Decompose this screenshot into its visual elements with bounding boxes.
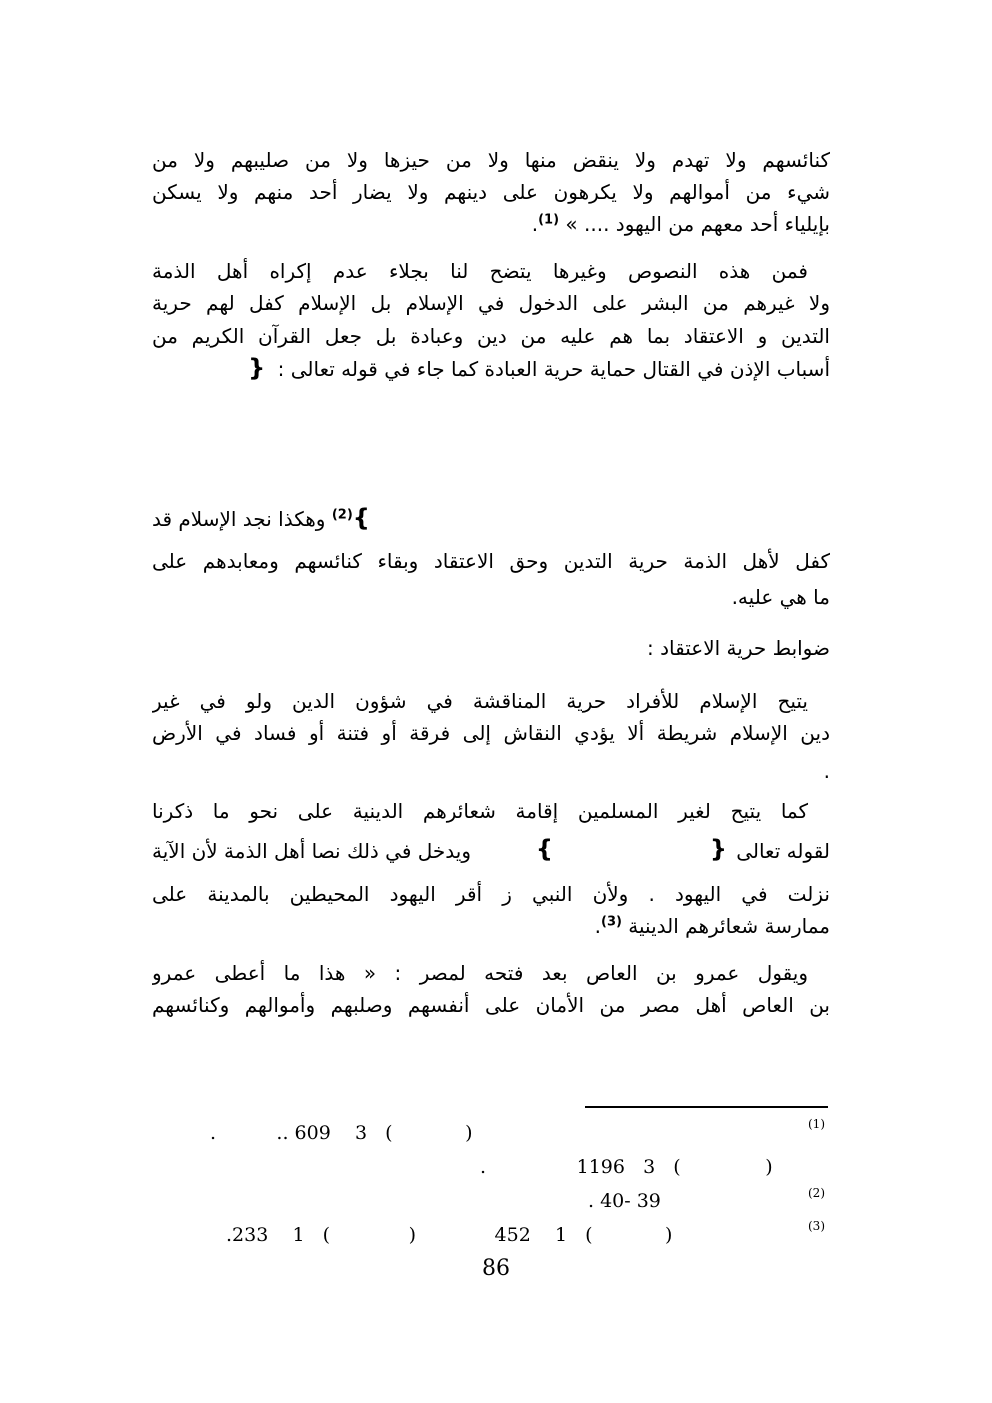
body-line: كفل لأهل الذمة حرية التدين وحق الاعتقاد وبقاء كنائسهم ومعابدهم على xyxy=(152,549,830,573)
page-number: 86 xyxy=(482,1256,510,1281)
body-line: أسباب الإذن في القتال حماية حرية العبادة كما جاء في قوله تعالى : { xyxy=(248,354,830,382)
footnote-ref: (3) xyxy=(600,914,622,930)
footnote-number: (2) xyxy=(808,1186,825,1200)
footnote-line: .233 1 ( ) 452 1 ( ) xyxy=(226,1224,673,1246)
body-line: شيء من أموالهم ولا يكرهون على دينهم ولا يضار أحد منهم ولا يسكن xyxy=(152,180,830,204)
body-line: بن العاص أهل مصر من الأمان على أنفسهم وصلبهم وأموالهم وكنائسهم xyxy=(152,993,830,1017)
section-heading: ضوابط حرية الاعتقاد : xyxy=(647,636,830,660)
body-line: ويقول عمرو بن العاص بعد فتحه لمصر : « هذا ما أعطى عمرو xyxy=(152,961,808,985)
footnote-line: . 40- 39 xyxy=(588,1190,661,1212)
quran-brace-close: } xyxy=(352,504,370,532)
body-line: . xyxy=(823,759,830,783)
body-line: ممارسة شعائرهم الدينية $^{(3)}$. xyxy=(594,914,830,938)
body-line: كنائسهم ولا تهدم ولا ينقض منها ولا من حيزها ولا من صليبهم ولا من xyxy=(152,148,830,172)
footnote-ref: (1) xyxy=(538,212,560,228)
quran-brace-open: { xyxy=(709,836,727,863)
body-line: نزلت في اليهود . ولأن النبي ز أقر اليهود المحيطين بالمدينة على xyxy=(152,882,830,906)
body-line: يتيح الإسلام للأفراد حرية المناقشة في شؤون الدين ولو في غير xyxy=(152,689,808,713)
footnote-ref: (2) xyxy=(331,507,353,523)
body-line: التدين و الاعتقاد بما هم عليه من دين وعبادة بل جعل القرآن الكريم من xyxy=(152,324,830,348)
body-line: ولا غيرهم من البشر على الدخول في الإسلام بل الإسلام كفل لهم حرية xyxy=(152,291,830,315)
body-line: فمن هذه النصوص وغيرها يتضح لنا بجلاء عدم إكراه أهل الذمة xyxy=(152,259,808,283)
body-line: دين الإسلام شريطة ألا يؤدي النقاش إلى فرقة أو فتنة أو فساد في الأرض xyxy=(152,721,830,745)
footnote-separator xyxy=(585,1106,828,1108)
quran-brace-close: } xyxy=(535,836,553,863)
body-line: بإيلياء أحد معهم من اليهود .... » $^{(1)}$. xyxy=(531,212,830,236)
body-line: لقوله تعالى { } ويدخل في ذلك نصا أهل الذمة لأن الآية xyxy=(152,836,830,863)
footnote-line: . 1196 3 ( ) xyxy=(480,1156,773,1178)
body-line: كما يتيح لغير المسلمين إقامة شعائرهم الدينية على نحو ما ذكرنا xyxy=(152,799,808,823)
quran-brace-open: { xyxy=(248,354,266,382)
body-line: ما هي عليه. xyxy=(731,585,830,609)
footnote-line: . .. 609 3 ( ) xyxy=(210,1122,473,1144)
footnote-number: (1) xyxy=(808,1117,825,1131)
footnote-number: (3) xyxy=(808,1219,825,1233)
body-line: }$^{(2)}$ وهكذا نجد الإسلام قد xyxy=(152,504,370,532)
